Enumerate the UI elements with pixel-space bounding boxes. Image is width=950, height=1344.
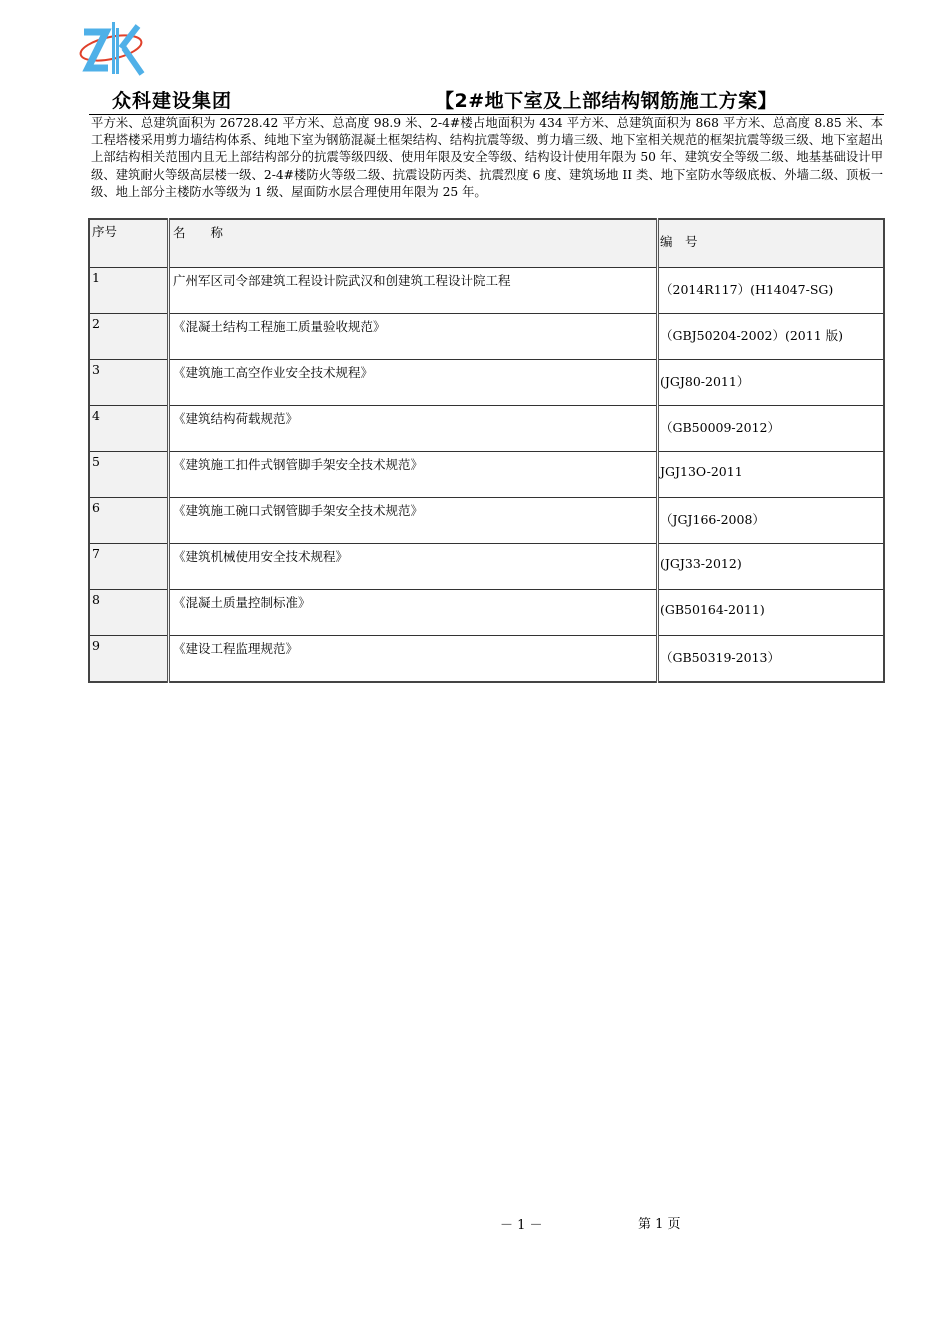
reference-standards-table	[88, 218, 885, 683]
row-seq: 3	[89, 360, 169, 406]
row-name: 《建筑机械使用安全技术规程》	[169, 544, 658, 590]
table-row	[89, 268, 884, 314]
row-name: 《建筑施工碗口式钢管脚手架安全技术规范》	[169, 498, 658, 544]
row-code: （GB50319-2013）	[658, 636, 885, 683]
row-seq: 5	[89, 452, 169, 498]
row-code: （GB50009-2012）	[658, 406, 885, 452]
row-seq: 9	[89, 636, 169, 683]
row-code: (JGJ80-2011）	[658, 360, 885, 406]
row-seq: 7	[89, 544, 169, 590]
table-row	[89, 406, 884, 452]
row-code: （JGJ166-2008）	[658, 498, 885, 544]
row-name: 广州军区司令部建筑工程设计院武汉和创建筑工程设计院工程	[169, 268, 658, 314]
table-row	[89, 498, 884, 544]
row-seq: 4	[89, 406, 169, 452]
table-row	[89, 452, 884, 498]
row-code: JGJ13O-2011	[658, 452, 885, 498]
row-name: 《建筑施工扣件式钢管脚手架安全技术规范》	[169, 452, 658, 498]
row-seq: 1	[89, 268, 169, 314]
table-row	[89, 314, 884, 360]
row-name: 《建筑施工高空作业安全技术规程》	[169, 360, 658, 406]
column-header-name: 名 称	[169, 219, 658, 268]
row-seq: 6	[89, 498, 169, 544]
row-code: (JGJ33-2012)	[658, 544, 885, 590]
table-header-row	[89, 219, 884, 268]
row-code: (GB50164-2011)	[658, 590, 885, 636]
row-name: 《混凝土质量控制标准》	[169, 590, 658, 636]
row-name: 《建设工程监理规范》	[169, 636, 658, 683]
row-code: （GBJ50204-2002）(2011 版)	[658, 314, 885, 360]
row-name: 《混凝土结构工程施工质量验收规范》	[169, 314, 658, 360]
company-name: 众科建设集团	[112, 90, 233, 112]
column-header-seq: 序号	[89, 219, 169, 268]
table-row	[89, 360, 884, 406]
row-name: 《建筑结构荷载规范》	[169, 406, 658, 452]
document-title: 【2#地下室及上部结构钢筋施工方案】	[435, 90, 778, 112]
project-overview-paragraph: 平方米、总建筑面积为 26728.42 平方米、总高度 98.9 米、2-4#楼占地面积为 434 平方米、总建筑面积为 868 平方米、总高度 8.85 米、本工程塔楼采用剪力墙结构体系、纯地下室为钢筋混凝土框架结构、结构抗震等级、剪力墙三级、地下室相关规范的框架抗震等级三级、地下室超出上部结构相关范围内且无上部结构部分的抗震等级四级、使用年限及安全等级、结构设计使用年限为 50 年、建筑安全等级二级、地基基础设计甲级、建筑耐火等级高层楼一级、2-4#楼防火等级二级、抗震设防丙类、抗震烈度 6 度、建筑场地 II 类、地下室防水等级底板、外墙二级、顶板一级、地上部分主楼防水等级为 1 级、屋面防水层合理使用年限为 25 年。	[91, 116, 883, 199]
table-row	[89, 590, 884, 636]
company-logo	[76, 18, 146, 78]
column-header-code: 编 号	[658, 219, 885, 268]
page-label: 第 1 页	[638, 1217, 681, 1232]
row-code: （2014R117）(H14047-SG)	[658, 268, 885, 314]
page-number: － 1 －	[500, 1218, 543, 1233]
table-row	[89, 544, 884, 590]
row-seq: 8	[89, 590, 169, 636]
table-row	[89, 636, 884, 683]
row-seq: 2	[89, 314, 169, 360]
